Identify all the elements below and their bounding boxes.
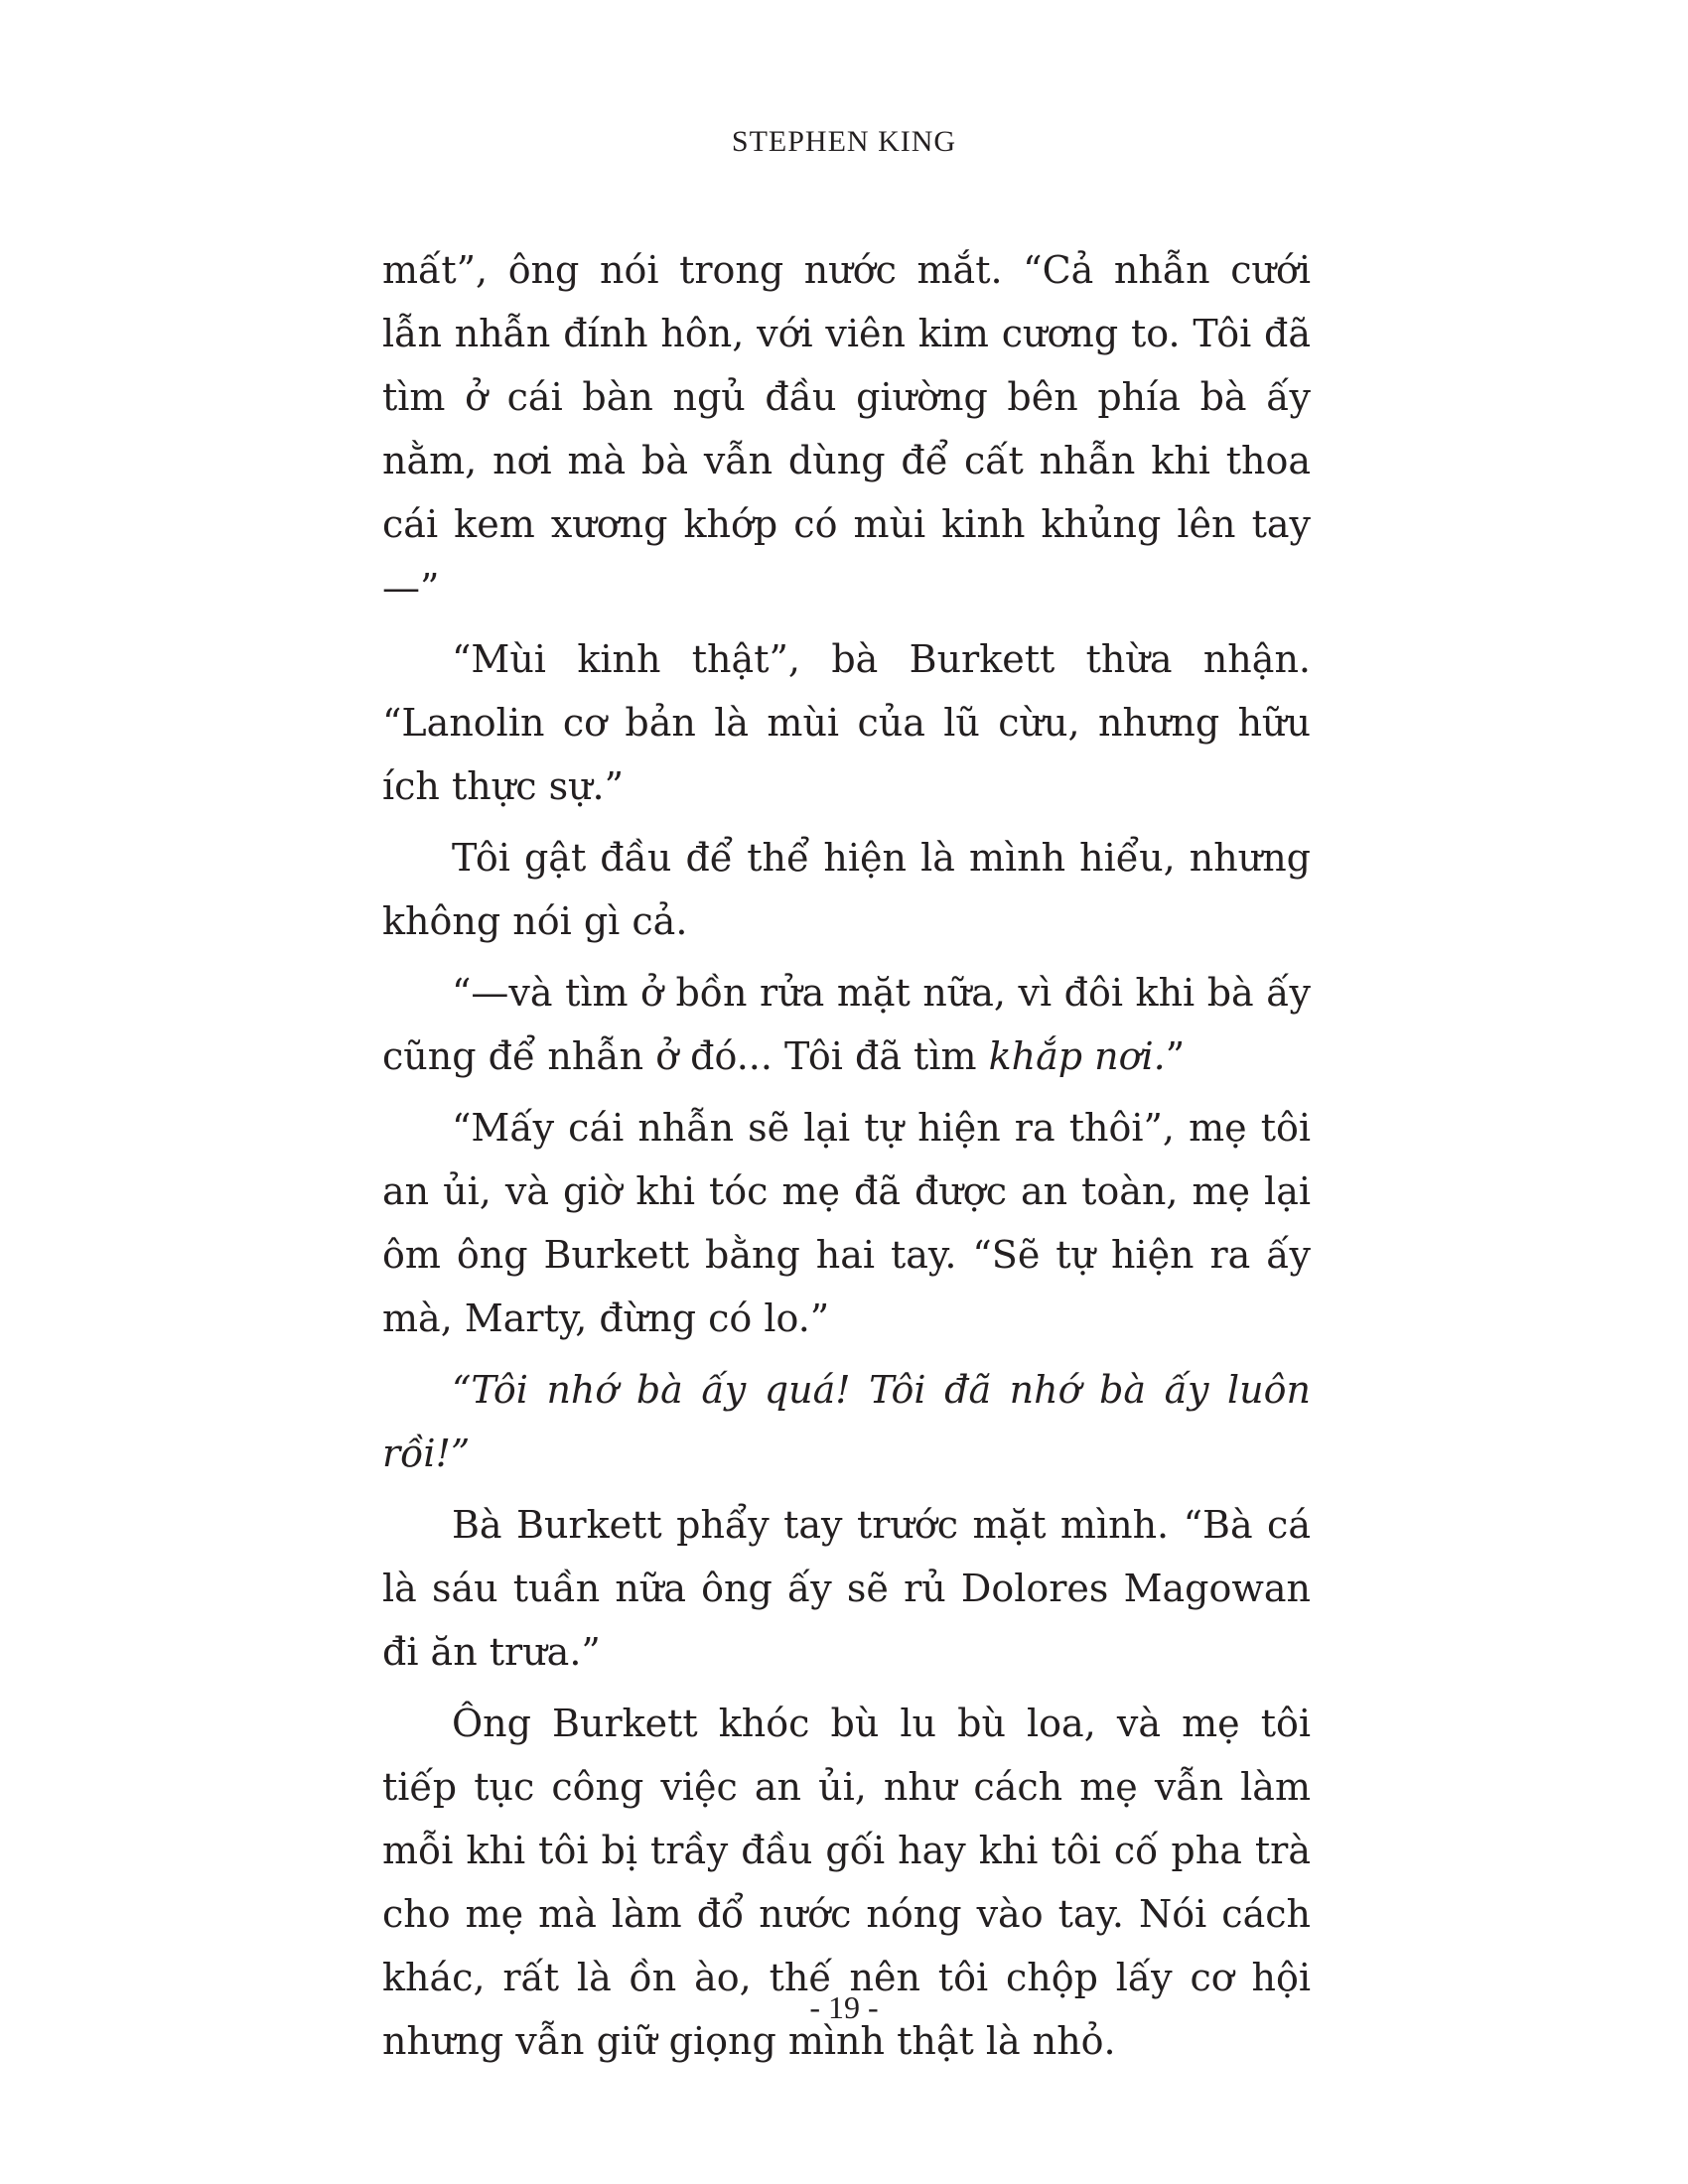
text-segment: Bà Burkett phẩy tay trước mặt mình. “Bà cá là sáu tuần nữa ông ấy sẽ rủ Dolores Magowan đi ăn trưa.” <box>382 1503 1311 1674</box>
text-segment: ” <box>1165 1034 1186 1078</box>
paragraph-italic-dialogue <box>382 1358 1311 1485</box>
text-segment: “—và tìm ở bồn rửa mặt nữa, vì đôi khi bà ấy cũng để nhẫn ở đó... Tôi đã tìm <box>382 971 1311 1078</box>
text-segment: “Mấy cái nhẫn sẽ lại tự hiện ra thôi”, mẹ tôi an ủi, và giờ khi tóc mẹ đã được an toàn, mẹ lại ôm ông Burkett bằng hai tay. “Sẽ tự hiện ra ấy mà, Marty, đừng có lo.” <box>382 1106 1311 1340</box>
text-segment: “Tôi nhớ bà ấy quá! Tôi đã nhớ bà ấy luôn rồi!” <box>382 1368 1311 1475</box>
paragraph <box>382 961 1311 1088</box>
text-segment: mất”, ông nói trong nước mắt. “Cả nhẫn cưới lẫn nhẫn đính hôn, với viên kim cương to. Tôi đã tìm ở cái bàn ngủ đầu giường bên phía bà ấy nằm, nơi mà bà vẫn dùng để cất nhẫn khi thoa cái kem xương khớp có mùi kinh khủng lên tay—” <box>382 248 1311 610</box>
paragraph <box>382 238 1311 619</box>
text-segment: Ông Burkett khóc bù lu bù loa, và mẹ tôi tiếp tục công việc an ủi, như cách mẹ vẫn làm mỗi khi tôi bị trầy đầu gối hay khi tôi cố pha trà cho mẹ mà làm đổ nước nóng vào tay. Nói cách khác, rất là ồn ào, thế nên tôi chộp lấy cơ hội nhưng vẫn giữ giọng mình thật là nhỏ. <box>382 1702 1311 2063</box>
paragraph <box>382 826 1311 953</box>
text-segment: Tôi gật đầu để thể hiện là mình hiểu, nhưng không nói gì cả. <box>382 836 1311 943</box>
running-header-title: STEPHEN KING <box>731 125 957 158</box>
paragraph <box>382 1493 1311 1684</box>
page-number: - 19 - <box>809 1989 879 2025</box>
paragraph <box>382 1096 1311 1350</box>
text-segment: “Mùi kinh thật”, bà Burkett thừa nhận. “Lanolin cơ bản là mùi của lũ cừu, nhưng hữu ích thực sự.” <box>382 637 1311 808</box>
paragraph <box>382 627 1311 818</box>
italic-emphasis: khắp nơi. <box>988 1034 1166 1078</box>
body-text <box>382 238 1311 2081</box>
